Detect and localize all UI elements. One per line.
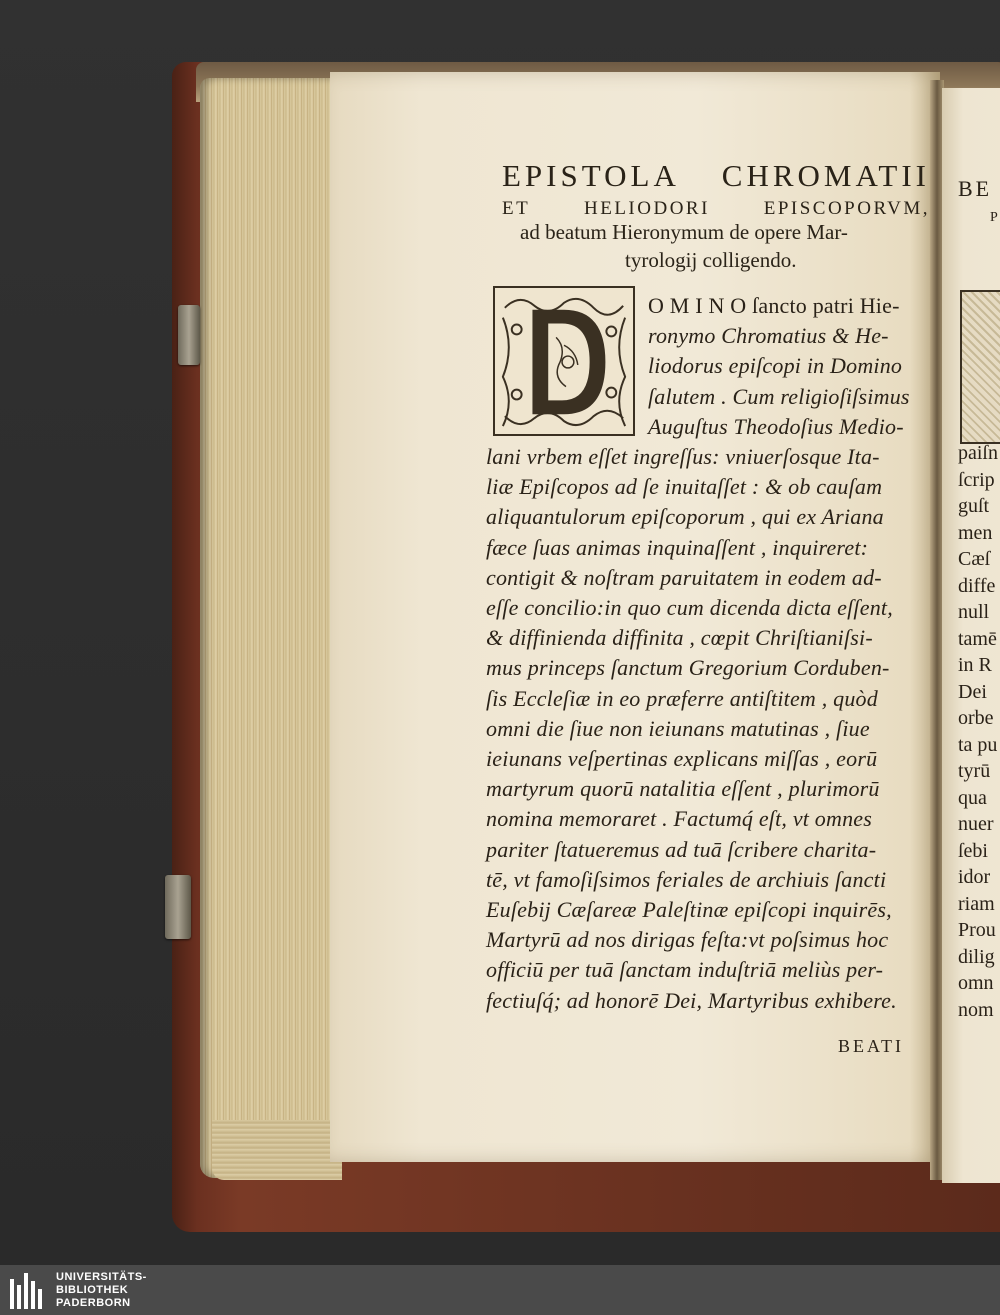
right-page-initial-icon xyxy=(960,290,1000,444)
text-line: fectiuſq́; ad honorē Dei, Martyribus exhibere. xyxy=(486,987,897,1013)
library-name-line-1: UNIVERSITÄTS- xyxy=(56,1271,147,1283)
text-line: Euſebij Cæſareæ Paleſtinæ epiſcopi inquirēs, xyxy=(486,897,892,922)
heading-line-4: tyrologij colligendo. xyxy=(625,248,797,272)
heading-word: ET xyxy=(502,198,531,219)
heading-line-2 xyxy=(502,198,930,220)
footer-bar xyxy=(0,1265,1000,1315)
text-line: aliquantulorum epiſcoporum , qui ex Ariana xyxy=(486,504,884,530)
right-page-line: men xyxy=(958,521,993,544)
text-line: ſalutem . Cum religioſiſsimus xyxy=(648,383,910,409)
right-page-line: riam xyxy=(958,892,995,915)
right-page-line: nom xyxy=(958,998,994,1021)
heading-word: EPISTOLA xyxy=(502,158,680,193)
text-line: liodorus epiſcopi in Domino xyxy=(648,353,903,379)
right-page-line: tyrū xyxy=(958,760,991,782)
right-page-line: Cæſ xyxy=(958,548,991,570)
heading-word: EPISCOPORVM, xyxy=(763,198,930,219)
right-page-line: ſcrip xyxy=(958,468,995,491)
heading-line-3: ad beatum Hieronymum de opere Mar- xyxy=(520,220,848,244)
text-line: liæ Epiſcopos ad ſe inuitaſſet : & ob cauſam xyxy=(486,474,883,500)
clasp-icon xyxy=(178,305,200,365)
right-page-line: dilig xyxy=(958,945,995,968)
text-line: ieiunans veſpertinas explicans miſſas , eorū xyxy=(486,746,878,771)
text-line: tē, vt famoſiſsimos feriales de archiuis ſancti xyxy=(486,866,887,892)
text-line: mus princeps ſanctum Gregorium Corduben- xyxy=(486,655,890,681)
text-line: Auguſtus Theodoſius Medio- xyxy=(648,413,904,439)
right-page-line: nuer xyxy=(958,813,994,835)
right-page-line: paiſn xyxy=(958,442,998,464)
decorated-initial-d-icon xyxy=(493,286,635,436)
text-line: fæce ſuas animas inquinaſſent , inquireret: xyxy=(486,534,869,560)
text-line: O M I N O ſancto patri Hie- xyxy=(648,293,900,318)
right-page-subheader: P xyxy=(990,210,998,225)
heading-word: CHROMATII xyxy=(721,158,930,193)
clasp-icon xyxy=(165,875,191,939)
page-edges xyxy=(200,78,340,1178)
page-edges-bottom xyxy=(212,1120,342,1180)
text-line: Martyrū ad nos dirigas feſta:vt poſsimus hoc xyxy=(486,927,889,953)
right-page-line: idor xyxy=(958,866,991,888)
right-page-line: null xyxy=(958,601,990,623)
university-library-logo-icon xyxy=(10,1271,48,1309)
right-page-header: BE xyxy=(958,176,993,201)
catchword: BEATI xyxy=(838,1036,904,1056)
text-line: martyrum quorū natalitia eſſent , plurimorū xyxy=(486,776,880,802)
right-page-line: Dei xyxy=(958,680,987,703)
right-page-line: guſt xyxy=(958,495,990,517)
library-name-line-2: BIBLIOTHEK xyxy=(56,1284,129,1296)
text-line: nomina memoraret . Factumq́ eſt, vt omnes xyxy=(486,806,873,832)
text-line: & diffinienda diffinita , cœpit Chriſtianiſsi- xyxy=(486,625,873,651)
right-page-line: omn xyxy=(958,972,994,994)
heading-line-1 xyxy=(502,158,930,194)
heading-word: HELIODORI xyxy=(584,198,710,219)
text-line: pariter ſtatueremus ad tuā ſcribere charita- xyxy=(486,836,877,862)
right-page-line: tamē xyxy=(958,627,997,650)
right-page-line: orbe xyxy=(958,707,994,729)
library-name-line-3: PADERBORN xyxy=(56,1297,131,1309)
text-line: ronymo Chromatius & He- xyxy=(648,323,889,349)
right-page-line: diffe xyxy=(958,574,996,597)
text-line: eſſe concilio:in quo cum dicenda dicta eſſent, xyxy=(486,595,893,620)
text-line: officiū per tuā ſanctam induſtriā meliùs per- xyxy=(486,957,884,983)
right-page-line: qua xyxy=(958,786,987,809)
right-page-line: in R xyxy=(958,654,992,676)
right-page-line: ta pu xyxy=(958,733,998,756)
right-page-line: Prou xyxy=(958,919,996,941)
text-line: lani vrbem eſſet ingreſſus: vniuerſosque Ita- xyxy=(486,444,880,469)
text-line: contigit & noſtram paruitatem in eodem ad- xyxy=(486,564,882,590)
right-page-line: ſebi xyxy=(958,839,988,862)
text-line: ſis Eccleſiæ in eo præferre antiſtitem , quòd xyxy=(486,685,878,711)
text-line: omni die ſiue non ieiunans matutinas , ſiue xyxy=(486,715,870,741)
